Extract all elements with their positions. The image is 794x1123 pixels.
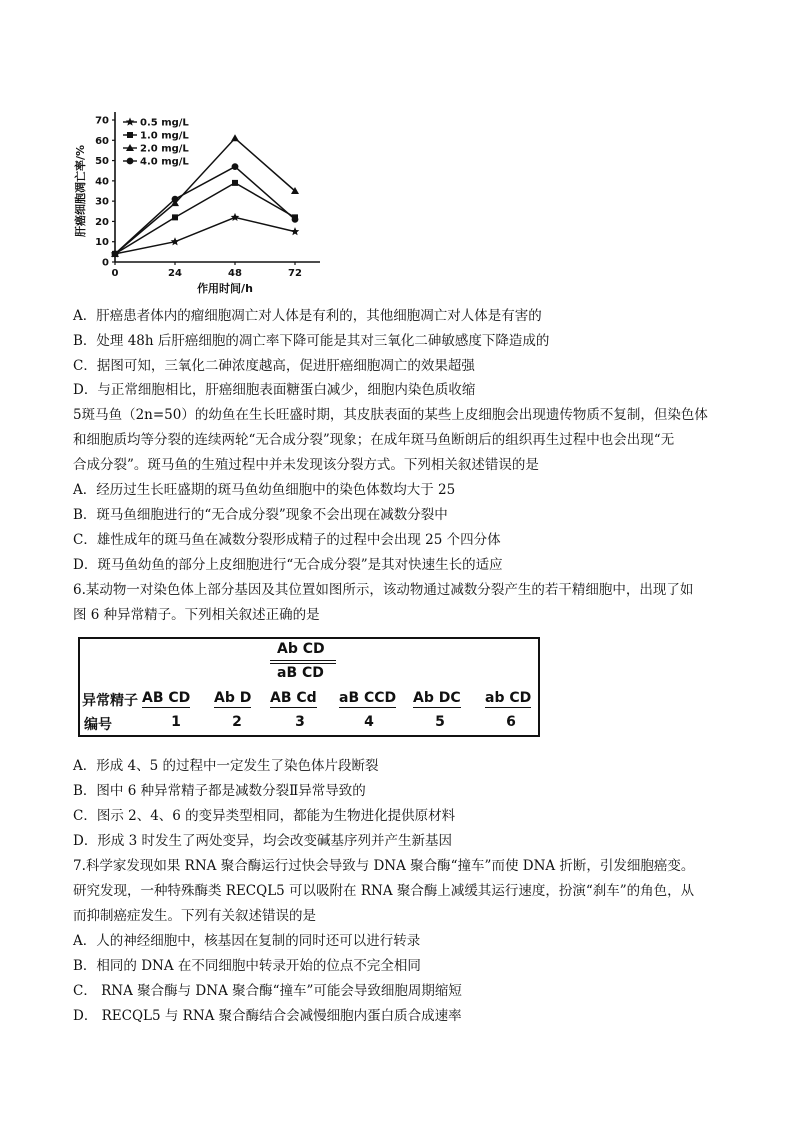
- data-point-star: [291, 227, 300, 235]
- gamete-2: Ab D: [214, 690, 252, 706]
- number-6: 6: [506, 714, 516, 730]
- q7-option-b: B．相同的 DNA 在不同细胞中转录开始的位点不完全相同: [73, 958, 421, 974]
- apoptosis-line-chart: [70, 100, 330, 300]
- legend-label: 1.0 mg/L: [140, 130, 189, 142]
- data-point-star: [171, 237, 180, 245]
- q7-stem-line-1: 7.科学家发现如果 RNA 聚合酶运行过快会导致与 DNA 聚合酶“撞车”而使 DNA 折断，引发细胞癌变。: [73, 858, 695, 874]
- q6-option-b: B．图中 6 种异常精子都是减数分裂Ⅱ异常导致的: [73, 783, 366, 799]
- chromosome-top: Ab CD: [277, 641, 325, 657]
- y-tick-label: 70: [95, 115, 109, 127]
- q7-option-c: C． RNA 聚合酶与 DNA 聚合酶“撞车”可能会导致细胞周期缩短: [73, 983, 462, 999]
- series-line-square: [115, 183, 295, 254]
- number-2: 2: [232, 714, 242, 730]
- q5-option-c: C．雄性成年的斑马鱼在减数分裂形成精子的过程中会出现 25 个四分体: [73, 532, 501, 548]
- data-point-circle: [292, 216, 299, 223]
- y-axis-label: 肝癌细胞凋亡率/%: [74, 144, 87, 238]
- x-tick-label: 24: [168, 268, 182, 279]
- q4-option-c: C．据图可知，三氧化二砷浓度越高，促进肝癌细胞凋亡的效果超强: [73, 358, 475, 374]
- q5-option-b: B．斑马鱼细胞进行的“无合成分裂”现象不会出现在减数分裂中: [73, 507, 448, 523]
- y-tick-label: 20: [95, 216, 109, 228]
- q4-option-d: D．与正常细胞相比，肝癌细胞表面糖蛋白减少，细胞内染色质收缩: [73, 382, 476, 398]
- number-3: 3: [295, 714, 305, 730]
- data-point-triangle: [231, 134, 239, 141]
- gamete-5: Ab DC: [413, 690, 461, 706]
- legend-label: 2.0 mg/L: [140, 143, 189, 155]
- number-label: 编号: [84, 717, 112, 733]
- q6-option-c: C．图示 2、4、6 的变异类型相同，都能为生物进化提供原材料: [73, 808, 456, 824]
- legend-marker-square: [127, 132, 133, 138]
- chromosome-bottom: aB CD: [277, 665, 324, 681]
- data-point-square: [172, 214, 178, 220]
- q6-stem-line-1: 6.某动物一对染色体上部分基因及其位置如图所示，该动物通过减数分裂产生的若干精细胞中，出现了如: [73, 582, 694, 598]
- x-tick-label: 48: [228, 268, 242, 279]
- q7-stem-line-3: 而抑制癌症发生。下列有关叙述错误的是: [73, 908, 316, 924]
- y-tick-label: 40: [95, 176, 109, 188]
- gamete-6: ab CD: [485, 690, 532, 706]
- q5-stem-line-1: 5斑马鱼（2n=50）的幼鱼在生长旺盛时期，其皮肤表面的某些上皮细胞会出现遗传物质不复制，但染色体: [73, 407, 708, 423]
- q5-option-a: A．经历过生长旺盛期的斑马鱼幼鱼细胞中的染色体数均大于 25: [73, 482, 456, 498]
- legend-label: 0.5 mg/L: [140, 117, 189, 129]
- x-tick-label: 0: [111, 268, 119, 279]
- q6-stem-line-2: 图 6 种异常精子。下列相关叙述正确的是: [73, 607, 320, 623]
- data-point-circle: [172, 196, 179, 203]
- legend-label: 4.0 mg/L: [140, 156, 189, 168]
- legend-marker-star: [126, 118, 135, 126]
- series-line-star: [115, 217, 295, 254]
- x-tick-label: 72: [288, 268, 302, 279]
- q6-option-a: A．形成 4、5 的过程中一定发生了染色体片段断裂: [73, 758, 379, 774]
- q4-option-b: B．处理 48h 后肝癌细胞的凋亡率下降可能是其对三氧化二砷敏感度下降造成的: [73, 333, 550, 349]
- gamete-1: AB CD: [142, 690, 191, 706]
- q7-option-a: A．人的神经细胞中，核基因在复制的同时还可以进行转录: [73, 933, 421, 949]
- q4-option-a: A．肝癌患者体内的瘤细胞凋亡对人体是有利的，其他细胞凋亡对人体是有害的: [73, 308, 542, 324]
- series-line-circle: [115, 167, 295, 254]
- y-tick-label: 60: [95, 135, 109, 147]
- data-point-circle: [232, 163, 239, 170]
- y-tick-label: 0: [102, 257, 109, 269]
- data-point-star: [231, 213, 240, 221]
- q6-option-d: D．形成 3 时发生了两处变异，均会改变碱基序列并产生新基因: [73, 833, 452, 849]
- q7-stem-line-2: 研究发现，一种特殊酶类 RECQL5 可以吸附在 RNA 聚合酶上减缓其运行速度，扮演“刹车”的角色，从: [73, 883, 695, 899]
- number-5: 5: [435, 714, 445, 730]
- data-point-square: [232, 180, 238, 186]
- number-1: 1: [171, 714, 181, 730]
- y-tick-label: 30: [95, 196, 109, 208]
- q5-stem-line-2: 和细胞质均等分裂的连续两轮“无合成分裂”现象；在成年斑马鱼断朗后的组织再生过程中也会出现“无: [73, 432, 675, 448]
- figure-6-box: [78, 637, 540, 737]
- data-point-circle: [112, 250, 119, 257]
- chromosome-divider-2: [270, 663, 336, 664]
- q7-option-d: D． RECQL5 与 RNA 聚合酶结合会减慢细胞内蛋白质合成速率: [73, 1008, 462, 1024]
- abnormal-sperm-label: 异常精子: [82, 693, 138, 709]
- y-tick-label: 10: [95, 237, 109, 249]
- x-axis-label: 作用时间/h: [197, 282, 253, 295]
- number-4: 4: [364, 714, 374, 730]
- y-tick-label: 50: [95, 156, 109, 168]
- gamete-3: AB Cd: [270, 690, 317, 706]
- gamete-4: aB CCD: [339, 690, 397, 706]
- q5-option-d: D．斑马鱼幼鱼的部分上皮细胞进行“无合成分裂”是其对快速生长的适应: [73, 557, 503, 573]
- legend-marker-circle: [127, 158, 134, 165]
- q5-stem-line-3: 合成分裂”。斑马鱼的生殖过程中并未发现该分裂方式。下列相关叙述错误的是: [73, 457, 539, 473]
- chromosome-divider-1: [270, 660, 336, 661]
